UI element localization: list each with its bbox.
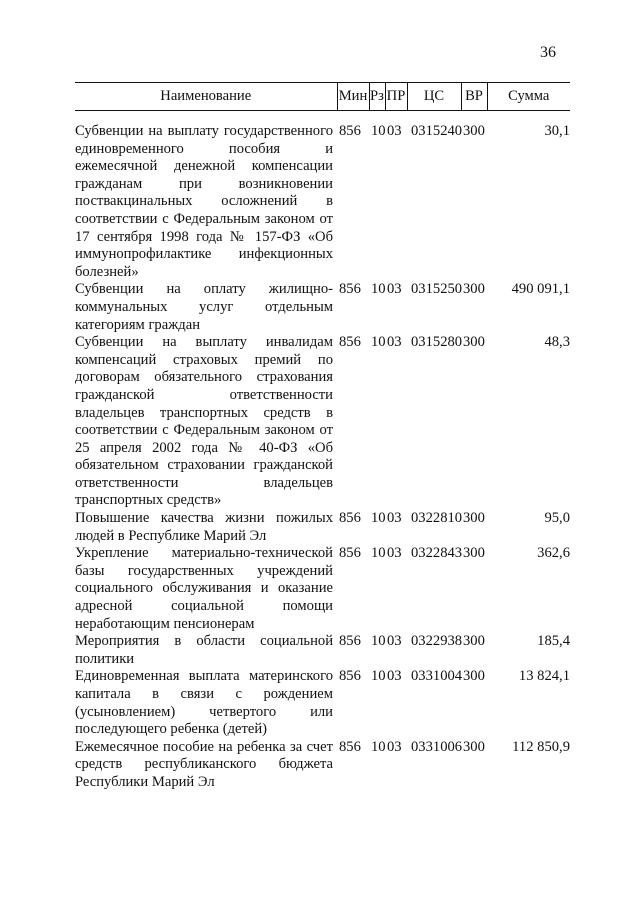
row-rz: 10	[371, 123, 386, 139]
table-row	[75, 739, 570, 792]
row-rz: 10	[371, 281, 386, 298]
row-pr: 03	[387, 668, 402, 685]
row-pr: 03	[387, 281, 402, 298]
row-cs: 0315240	[411, 123, 463, 139]
row-vr: 300	[463, 334, 485, 351]
row-vr: 300	[463, 510, 485, 527]
row-vr: 300	[463, 633, 485, 650]
row-min: 856	[339, 633, 361, 650]
row-name: Субвенции на оплату жилищно-коммунальных услуг отдельным категориям граждан	[75, 281, 333, 333]
page-number: 36	[540, 44, 556, 61]
row-cs: 0322810	[411, 510, 463, 527]
header-name: Наименование	[75, 83, 337, 111]
row-vr: 300	[463, 123, 485, 139]
row-name: Единовременная выплата материнского капитала в связи с рождением (усыновлением) четвертого или последующего ребенка (детей)	[75, 668, 333, 738]
budget-table	[75, 82, 570, 792]
row-sum: 362,6	[537, 545, 570, 562]
row-min: 856	[339, 545, 361, 562]
row-sum: 95,0	[544, 510, 570, 527]
row-cs: 0315280	[411, 334, 463, 351]
row-pr: 03	[387, 738, 402, 755]
row-min: 856	[339, 510, 361, 527]
row-name: Повышение качества жизни пожилых людей в Республике Марий Эл	[75, 510, 333, 544]
row-rz: 10	[371, 738, 386, 755]
table-row	[75, 281, 570, 334]
header-vr: ВР	[461, 83, 487, 111]
row-vr: 300	[463, 545, 485, 562]
header-pr: ПР	[385, 83, 407, 111]
row-cs: 0331004	[411, 668, 463, 685]
row-vr: 300	[463, 281, 485, 298]
row-rz: 10	[371, 510, 386, 527]
row-min: 856	[339, 123, 361, 139]
row-min: 856	[339, 738, 361, 755]
table-row	[75, 545, 570, 633]
table-row	[75, 510, 570, 545]
table-row	[75, 668, 570, 738]
table-row	[75, 334, 570, 510]
row-cs: 0331006	[411, 738, 463, 755]
row-vr: 300	[463, 668, 485, 685]
header-rz: Рз	[369, 83, 385, 111]
row-sum: 185,4	[537, 633, 570, 650]
row-name: Мероприятия в области социальной политики	[75, 633, 333, 667]
row-sum: 13 824,1	[518, 668, 570, 685]
row-sum: 490 091,1	[511, 281, 570, 298]
table-header-row	[75, 83, 570, 111]
row-pr: 03	[387, 633, 402, 650]
row-rz: 10	[371, 334, 386, 351]
header-sum: Сумма	[487, 83, 570, 111]
row-name: Субвенции на выплату инвалидам компенсаций страховых премий по договорам обязательного страхования гражданской ответственности владельцев транспортных средств в соответствии с Федеральным законом от 25 апреля 2002 года № 40-ФЗ «Об обязательном страховании гражданской ответственности владельцев транспортных средств»	[75, 334, 333, 509]
row-cs: 0315250	[411, 281, 463, 298]
row-min: 856	[339, 668, 361, 685]
row-rz: 10	[371, 668, 386, 685]
row-pr: 03	[387, 545, 402, 562]
row-sum: 112 850,9	[512, 738, 570, 755]
row-min: 856	[339, 334, 361, 351]
row-pr: 03	[387, 123, 402, 139]
row-rz: 10	[371, 633, 386, 650]
row-sum: 30,1	[544, 123, 570, 139]
row-name: Укрепление материально-технической базы государственных учреждений социального обслуживания и оказание адресной социальной помощи неработающим пенсионерам	[75, 545, 333, 632]
header-cs: ЦС	[407, 83, 461, 111]
row-name: Субвенции на выплату государственного единовременного пособия и ежемесячной денежной компенсации гражданам при возникновении поствакцинальных осложнений в соответствии с Федеральным законом от 17 сентября 1998 года № 157-ФЗ «Об иммунопрофилактике инфекционных болезней»	[75, 123, 333, 280]
table-row	[75, 111, 570, 282]
row-pr: 03	[387, 334, 402, 351]
header-min: Мин	[337, 83, 369, 111]
row-rz: 10	[371, 545, 386, 562]
row-sum: 48,3	[544, 334, 570, 351]
row-vr: 300	[463, 738, 485, 755]
row-cs: 0322938	[411, 633, 463, 650]
row-min: 856	[339, 281, 361, 298]
table-row	[75, 633, 570, 668]
row-cs: 0322843	[411, 545, 463, 562]
row-pr: 03	[387, 510, 402, 527]
row-name: Ежемесячное пособие на ребенка за счет средств республиканского бюджета Республики Марий Эл	[75, 738, 333, 790]
